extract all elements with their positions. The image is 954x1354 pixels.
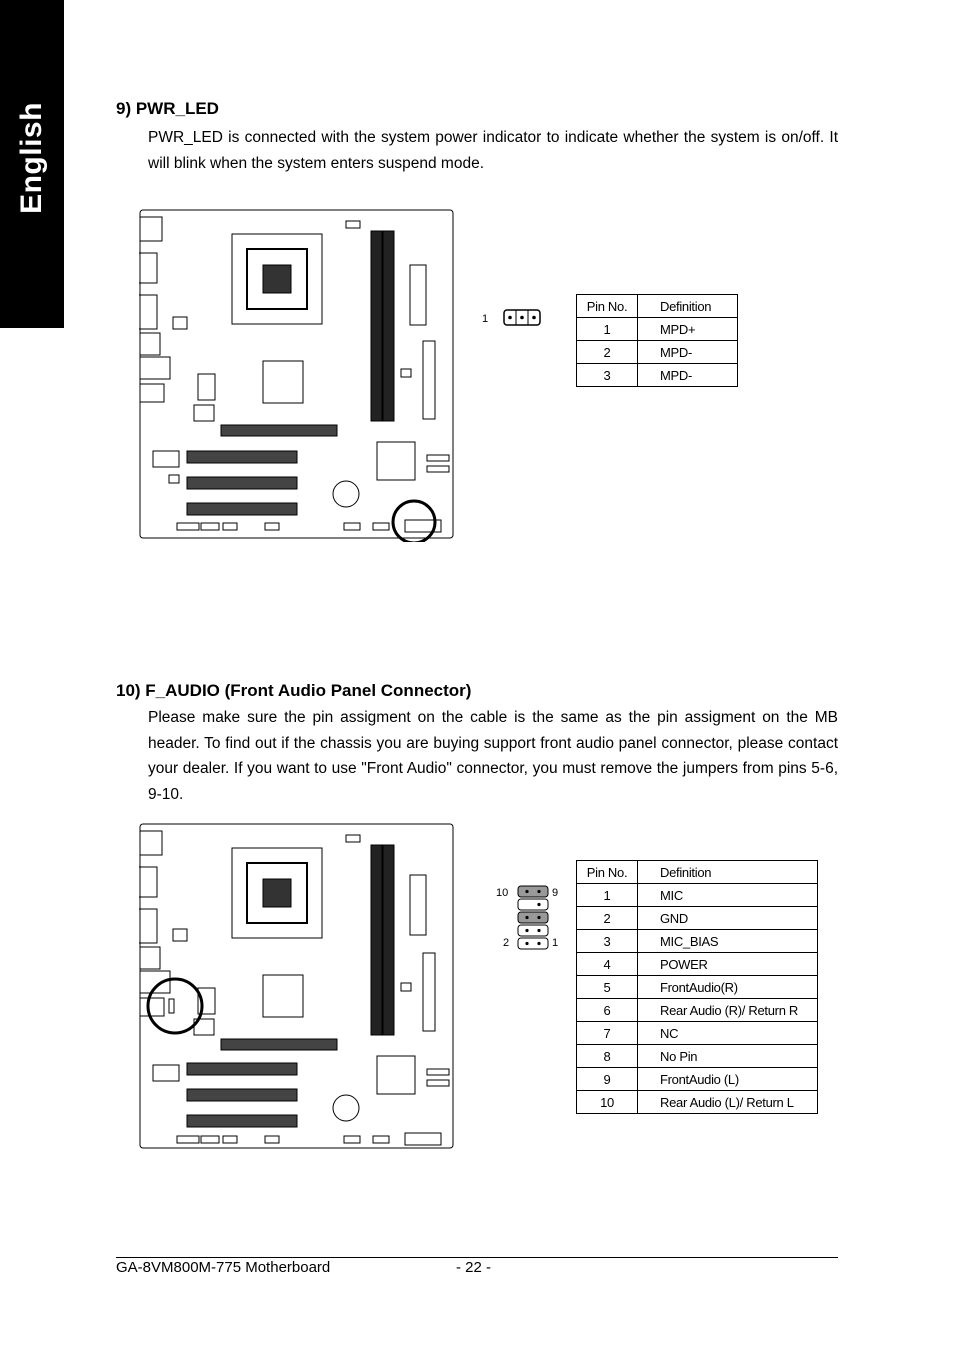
table-row: 7 NC (577, 1022, 818, 1045)
pwr-led-highlight-circle (393, 501, 435, 542)
table-row: 6 Rear Audio (R)/ Return R (577, 999, 818, 1022)
table-row: 1 MIC (577, 884, 818, 907)
table-row: 2 GND (577, 907, 818, 930)
f-audio-connector-icon (517, 884, 549, 950)
section9-paragraph: PWR_LED is connected with the system power indicator to indicate whether the system is on/off. It will blink when the system enters suspend mode. (148, 129, 838, 172)
motherboard-diagram-pwr-led (139, 209, 455, 542)
language-tab-label: English (15, 102, 48, 214)
table-header-cell: Definition (638, 295, 738, 318)
pwr-led-pin1-label: 1 (482, 313, 489, 325)
motherboard-diagram-f-audio (139, 823, 455, 1153)
f-audio-pin-table (576, 860, 818, 1114)
table-row: 4 POWER (577, 953, 818, 976)
table-row: 10 Rear Audio (L)/ Return L (577, 1091, 818, 1114)
f-audio-label-2: 2 (503, 937, 510, 949)
table-row: 2 MPD- (577, 341, 738, 364)
table-header-row (577, 295, 738, 318)
table-row: 3 MIC_BIAS (577, 930, 818, 953)
table-row: 9 FrontAudio (L) (577, 1068, 818, 1091)
section9-title: 9) PWR_LED (116, 99, 219, 118)
pwr-led-pin-table (576, 294, 738, 387)
language-tab (0, 0, 64, 328)
page-number: - 22 - (456, 1259, 492, 1276)
section10-title: 10) F_AUDIO (Front Audio Panel Connector) (116, 681, 472, 700)
table-row: 1 MPD+ (577, 318, 738, 341)
pwr-led-connector-icon (503, 309, 541, 327)
f-audio-label-1: 1 (552, 937, 559, 949)
table-row: 8 No Pin (577, 1045, 818, 1068)
table-header-row (577, 861, 818, 884)
footer-model: GA-8VM800M-775 Motherboard (116, 1259, 331, 1276)
table-header-cell: Pin No. (577, 295, 638, 318)
f-audio-highlight-circle (148, 979, 202, 1033)
table-header-cell: Pin No. (577, 861, 638, 884)
section10-paragraph: Please make sure the pin assigment on the cable is the same as the pin assigment on the MB header. To find out if the chassis you are buying support front audio panel connector, please contact your dealer. If you want to use "Front Audio" connector, you must remove the jumpers from pins 5-6, 9-10. (148, 709, 838, 803)
table-header-cell: Definition (638, 861, 818, 884)
table-row: 3 MPD- (577, 364, 738, 387)
f-audio-label-10: 10 (496, 887, 509, 899)
footer-rule (116, 1257, 838, 1258)
f-audio-label-9: 9 (552, 887, 559, 899)
table-row: 5 FrontAudio(R) (577, 976, 818, 999)
